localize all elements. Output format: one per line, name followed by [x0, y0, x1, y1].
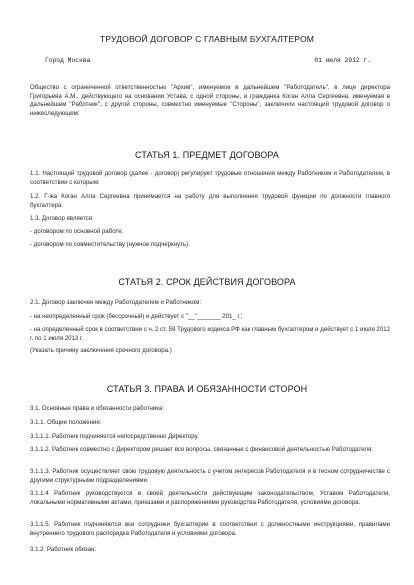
clause-1-3-option-parttime: - договором по совместительству (нужное подчеркнуть). [30, 241, 190, 248]
clause-3-1-1-3: 3.1.1.3. Работник осуществляет свою трудовую деятельность с учетом интересов Работодателя и в тесном сотрудничестве с другими структурными подразделениями. [30, 468, 390, 484]
clause-2-1-reason-note: (Указать причину заключения срочного договора.) [30, 347, 172, 354]
section-1-heading: СТАТЬЯ 1. ПРЕДМЕТ ДОГОВОРА [135, 150, 279, 160]
clause-1-3: 1.3. Договор является: [30, 215, 94, 222]
clause-3-1-1-1: 3.1.1.1. Работник подчиняется непосредственно Директору. [30, 433, 199, 440]
clause-3-1-1-4: 3.1.1.4 Работник руководствуется в своей деятельности действующим законодательством, Уставом Работодателя, локальными нормативными актами, приказами и распоряжениями руководства Работодателя, условиями договора. [30, 490, 390, 506]
preamble-paragraph: Общество с ограниченной ответственностью "Архив", именуемое в дальнейшем "Работодатель", в лице директора Григорьева А.М., действующего на основании Устава, с одной стороны, и гражданка Коган Алла Сергеевна, именуемая в дальнейшем "Работник", с другой стороны, совместно именуемые "Стороны", заключили настоящий трудовой договор о нижеследующем: [30, 84, 390, 117]
clause-1-2: 1.2. Г-жа Коган Алла Сергеевна принимается на работу для выполнения трудовой функции по должности главного бухгалтера. [30, 193, 390, 209]
clause-2-1: 2.1. Договор заключен между Работодателем и Работником: [30, 299, 202, 306]
clause-3-1-1: 3.1.1. Общие положения: [30, 419, 102, 426]
clause-2-1-fixed-term: - на определенный срок в соответствии с ч. 2 ст. 59 Трудового кодекса РФ как главным бухгалтером и действует с 1 июля 2012 г. по 1 июля 2013 г. [30, 326, 390, 342]
clause-3-1-2: 3.1.2. Работник обязан: [30, 546, 97, 553]
city-label: Город Москва [45, 57, 91, 64]
contract-date: 01 июля 2012 г. [314, 57, 371, 64]
clause-3-1-1-2: 3.1.1.2. Работник совместно с Директором решает все вопросы, связанные с финансовой деятельностью Работодателя. [30, 446, 373, 453]
section-3-heading: СТАТЬЯ 3. ПРАВА И ОБЯЗАННОСТИ СТОРОН [106, 384, 308, 394]
clause-1-1: 1.1. Настоящий трудовой договор (далее - договор) регулирует трудовые отношения между Работником и Работодателем, в соответствии с которым: [30, 170, 390, 186]
clause-1-3-option-main: - договором по основной работе; [30, 228, 124, 235]
document-title: ТРУДОВОЙ ДОГОВОР С ГЛАВНЫМ БУХГАЛТЕРОМ [99, 34, 315, 44]
clause-3-1: 3.1. Основные права и обязанности работника: [30, 405, 165, 412]
clause-2-1-indefinite: - на неопределенный срок (бессрочный) и действует с "__"_______ 201_ г.; [30, 313, 243, 320]
clause-3-1-1-5: 3.1.1.5. Работник подчиняются все сотрудники бухгалтерии в соответствии с должностными инструкциями, правилами внутреннего трудового распорядка Работодателя и условиями договора. [30, 521, 390, 537]
section-2-heading: СТАТЬЯ 2. СРОК ДЕЙСТВИЯ ДОГОВОРА [118, 277, 296, 287]
